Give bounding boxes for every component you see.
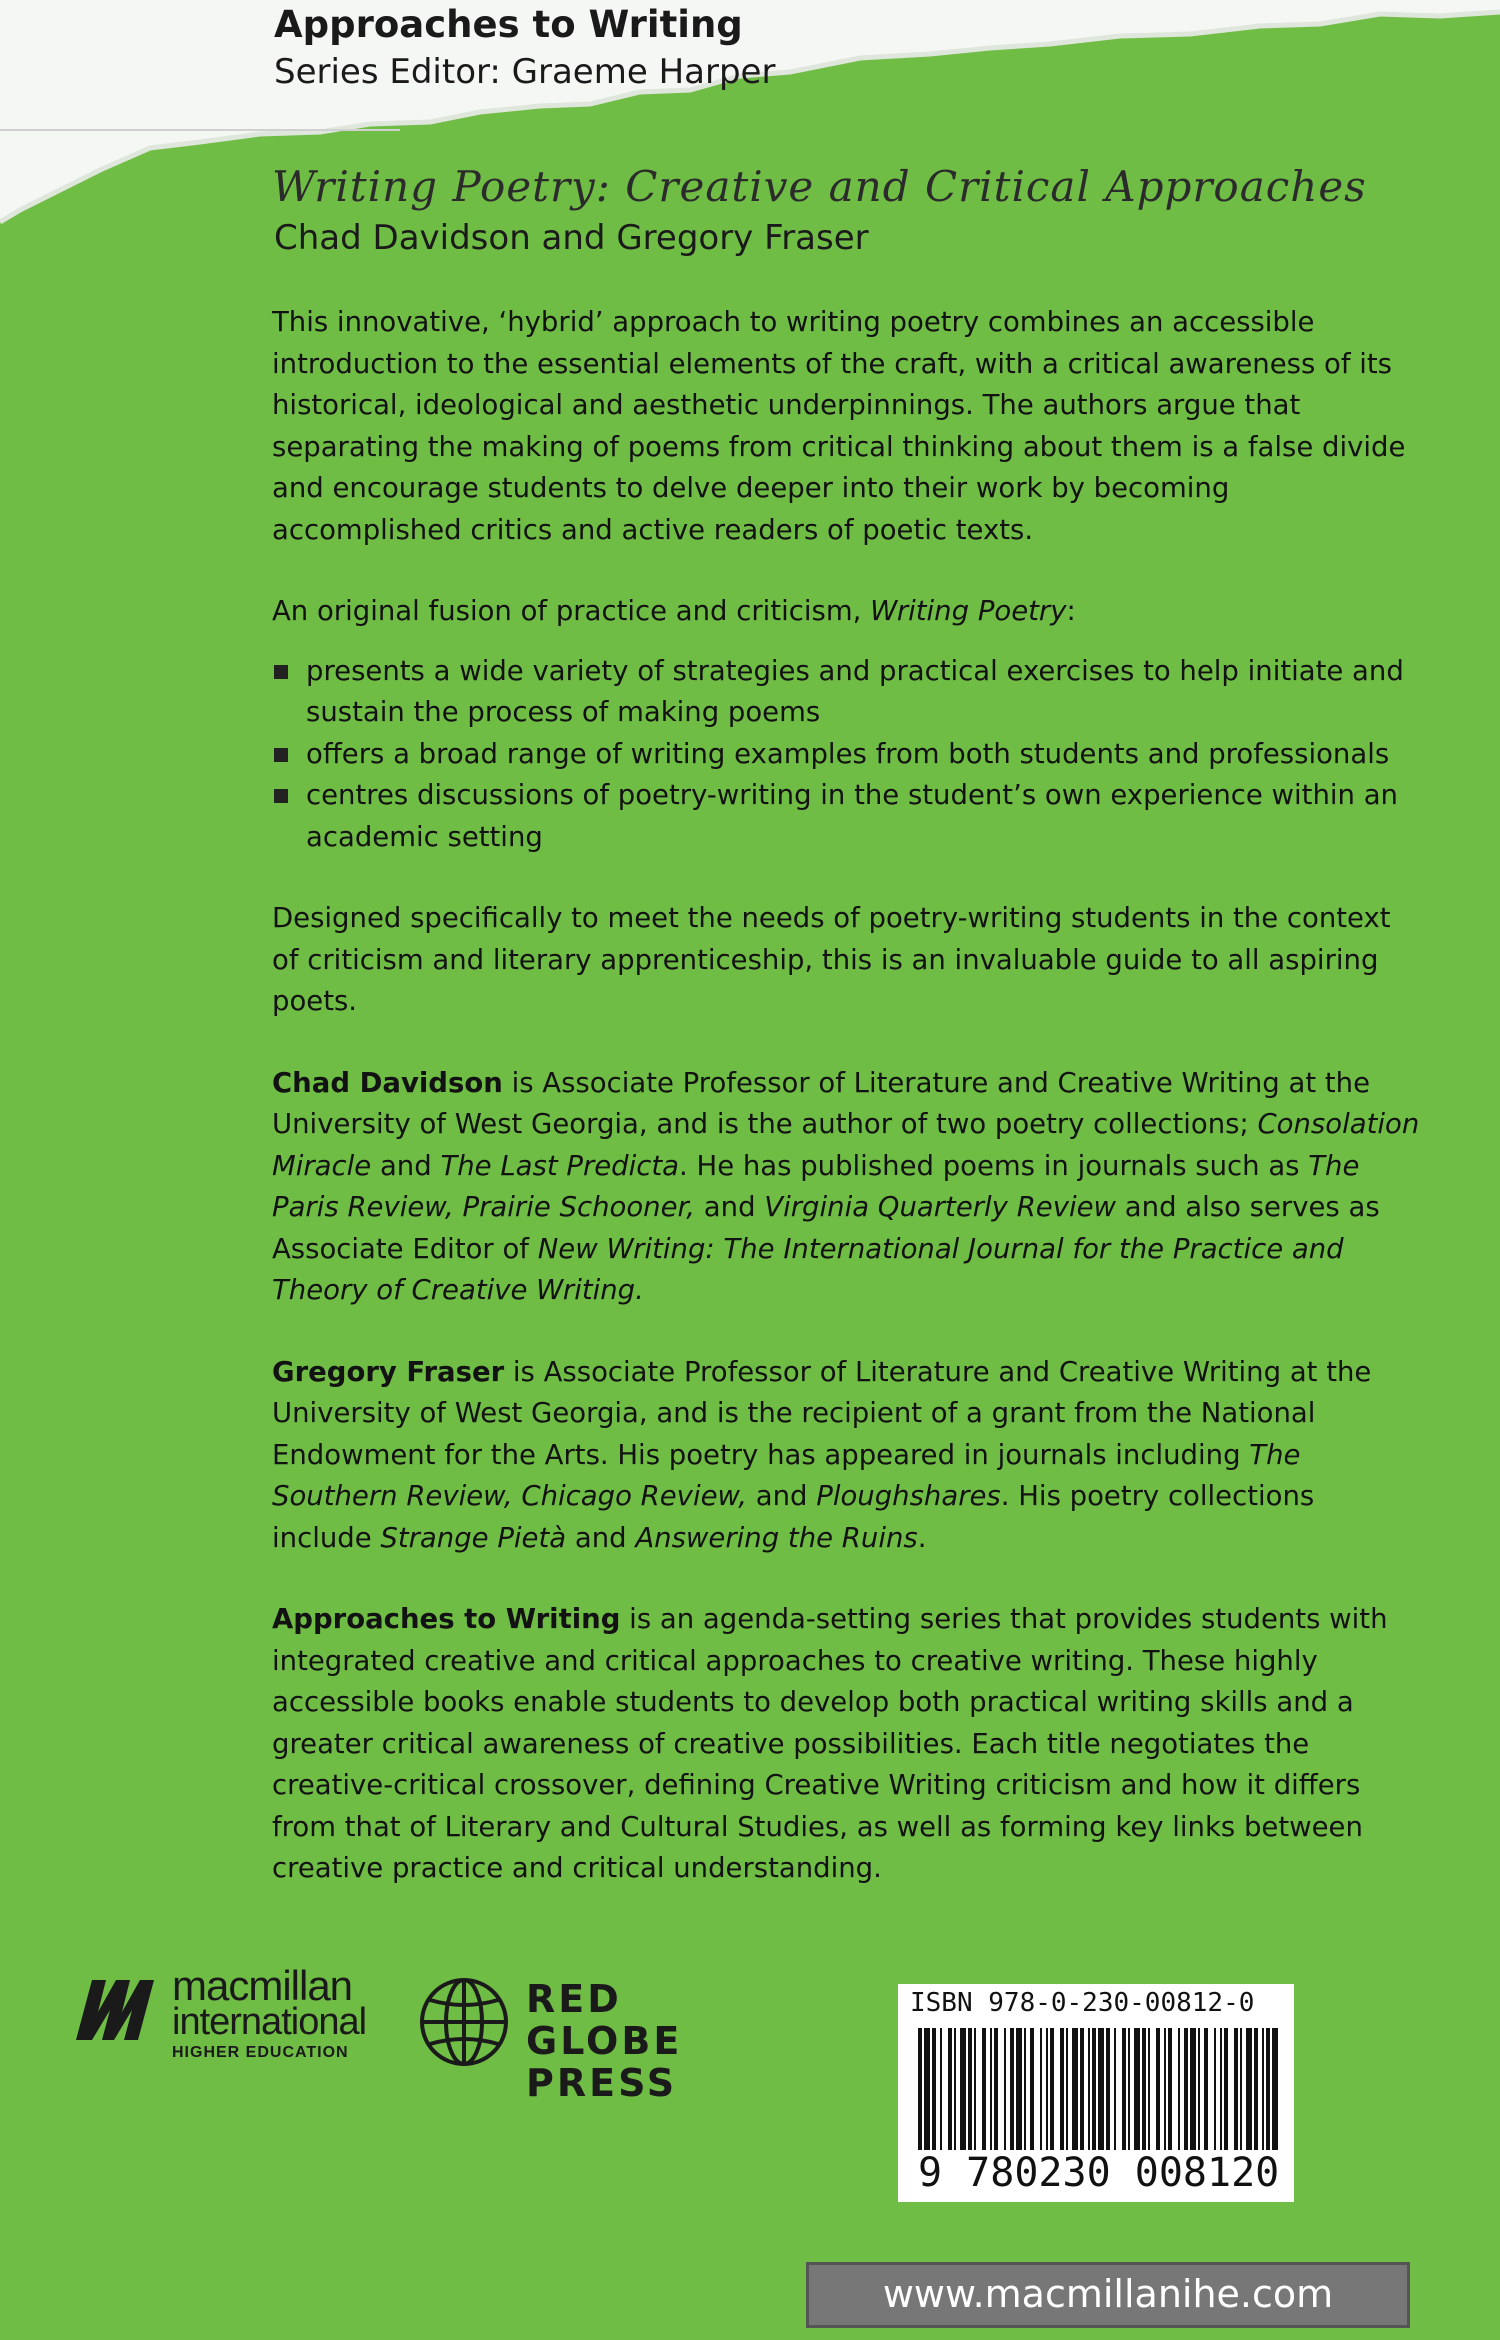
bio-davidson: Chad Davidson is Associate Professor of Literature and Creative Writing at the University of West Georgia, and is the author of two poetry collections; Consolation Miracle and The Last Predicta. He has published poems in journals such as The Paris Review, Prairie Schooner, and Virginia Quarterly Review and also serves as Associate Editor of New Writing: The International Journal for the Practice and Theory of Creative Writing.: [272, 1066, 1420, 1306]
website-url[interactable]: www.macmillanihe.com: [806, 2262, 1410, 2328]
macmillan-international: international: [172, 2001, 367, 2043]
barcode-digits: 9 780230 008120: [918, 2150, 1284, 2196]
isbn-barcode-box: [898, 1984, 1294, 2202]
series-editor: Series Editor: Graeme Harper: [274, 52, 776, 92]
isbn-label: ISBN 978-0-230-00812-0: [910, 1988, 1255, 2018]
macmillan-name: macmillan: [172, 1962, 353, 2009]
list-item: centres discussions of poetry-writing in the student’s own experience within an academic setting: [272, 775, 1420, 858]
book-authors: Chad Davidson and Gregory Fraser: [274, 218, 869, 258]
book-title: Writing Poetry: Creative and Critical Approaches: [272, 162, 1367, 211]
list-item: offers a broad range of writing examples from both students and professionals: [272, 734, 1420, 776]
globe-icon: [416, 1974, 512, 2070]
series-block: [274, 2, 775, 94]
red-globe-press-wordmark: [526, 1978, 786, 2104]
bio-fraser: Gregory Fraser is Associate Professor of Literature and Creative Writing at the University of West Georgia, and is the recipient of a grant from the National Endowment for the Arts. His poetry has appeared in journals including The Southern Review, Chicago Review, and Ploughshares. His poetry collections include Strange Pietà and Answering the Ruins.: [272, 1355, 1372, 1554]
feature-list: [272, 651, 1420, 859]
back-cover-text: [272, 302, 1420, 1930]
rgp-line1: RED GLOBE: [526, 1977, 683, 2063]
series-blurb: Approaches to Writing is an agenda-setting series that provides students with integrated creative and critical approaches to creative writing. These highly accessible books enable students to develop both practical writing skills and a greater critical awareness of creative possibilities. Each title negotiates the creative-critical crossover, defining Creative Writing criticism and how it differs from that of Literary and Cultural Studies, as well as forming key links between creative practice and critical understanding.: [272, 1603, 1388, 1884]
audience-paragraph: Designed specifically to meet the needs of poetry-writing students in the context of criticism and literary apprenticeship, this is an invaluable guide to all aspiring poets.: [272, 902, 1391, 1017]
macmillan-higher-education: HIGHER EDUCATION: [172, 2044, 349, 2061]
rgp-line2: PRESS: [526, 2061, 678, 2105]
bullet-intro: An original fusion of practice and criticism, Writing Poetry:: [272, 595, 1076, 627]
list-item: presents a wide variety of strategies and practical exercises to help initiate and sustain the process of making poems: [272, 651, 1420, 734]
description-paragraph: This innovative, ‘hybrid’ approach to writing poetry combines an accessible introduction to the essential elements of the craft, with a critical awareness of its historical, ideological and aesthetic underpinnings. The authors argue that separating the making of poems from critical thinking about them is a false divide and encourage students to delve deeper into their work by becoming accomplished critics and active readers of poetic texts.: [272, 306, 1406, 546]
macmillan-m-icon: [72, 1972, 158, 2044]
series-title: Approaches to Writing: [274, 3, 743, 46]
